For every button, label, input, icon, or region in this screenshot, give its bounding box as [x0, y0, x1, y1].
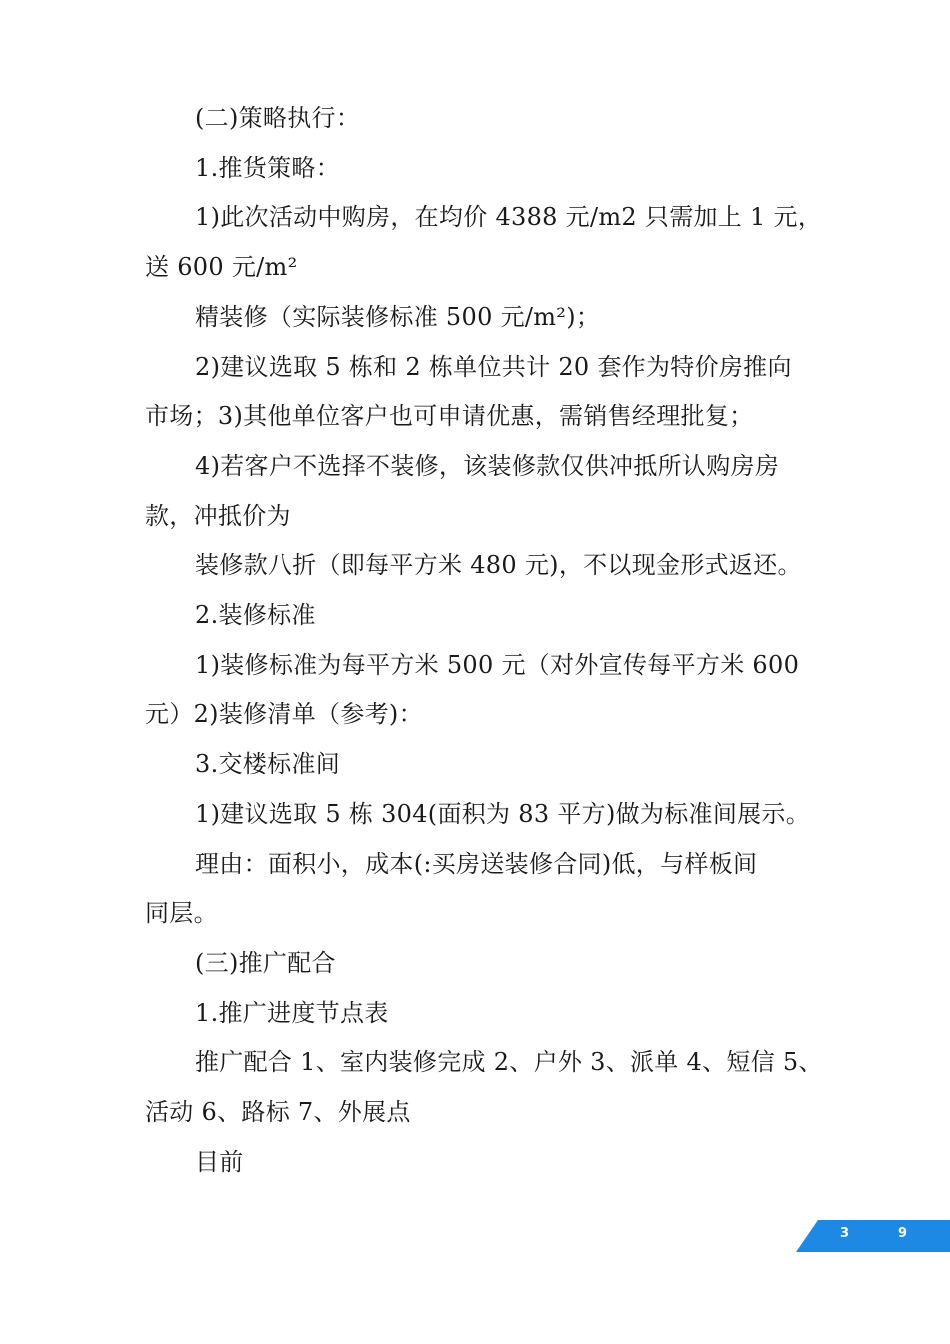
paragraph-continuation-line: 元）2)装修清单（参考)： [145, 700, 423, 729]
paragraph-line: 1)装修标准为每平方米 500 元（对外宣传每平方米 600 [195, 650, 800, 679]
paragraph-line: 1)此次活动中购房，在均价 4388 元/m2 只需加上 1 元， [195, 203, 823, 232]
paragraph-line: 2)建议选取 5 栋和 2 栋单位共计 20 套作为特价房推向 [195, 352, 792, 381]
paragraph-continuation-line: 活动 6、路标 7、外展点 [145, 1098, 411, 1127]
current-page-number: 3 [840, 1226, 850, 1241]
paragraph-continuation-line: 送 600 元/m² [145, 253, 298, 282]
paragraph-line: 1.推货策略： [195, 153, 340, 182]
paragraph-line: 目前 [195, 1147, 244, 1176]
paragraph-line: 理由：面积小，成本(:买房送装修合同)低，与样板间 [195, 849, 758, 878]
paragraph-line: 2.装修标准 [195, 601, 316, 630]
paragraph-continuation-line: 同层。 [145, 899, 218, 928]
paragraph-line: 4)若客户不选择不装修，该装修款仅供冲抵所认购房房 [195, 451, 780, 480]
paragraph-line: (三)推广配合 [195, 948, 336, 977]
paragraph-continuation-line: 市场；3)其他单位客户也可申请优惠，需销售经理批复； [145, 402, 754, 431]
paragraph-line: 3.交楼标准间 [195, 750, 340, 779]
page-band-shape [796, 1220, 950, 1252]
paragraph-line: 精装修（实际装修标准 500 元/m²)； [195, 302, 601, 331]
paragraph-line: 推广配合 1、室内装修完成 2、户外 3、派单 4、短信 5、 [195, 1048, 823, 1077]
document-body [145, 94, 823, 1187]
paragraph-line: (二)策略执行： [195, 104, 361, 132]
page-number-band [796, 1220, 950, 1252]
paragraph-line: 1)建议选取 5 栋 304(面积为 83 平方)做为标准间展示。 [195, 799, 811, 828]
paragraph-line: 装修款八折（即每平方米 480 元)，不以现金形式返还。 [195, 551, 802, 580]
total-pages-number: 9 [898, 1226, 908, 1241]
paragraph-continuation-line: 款，冲抵价为 [145, 501, 291, 530]
paragraph-line: 1.推广进度节点表 [195, 998, 389, 1027]
